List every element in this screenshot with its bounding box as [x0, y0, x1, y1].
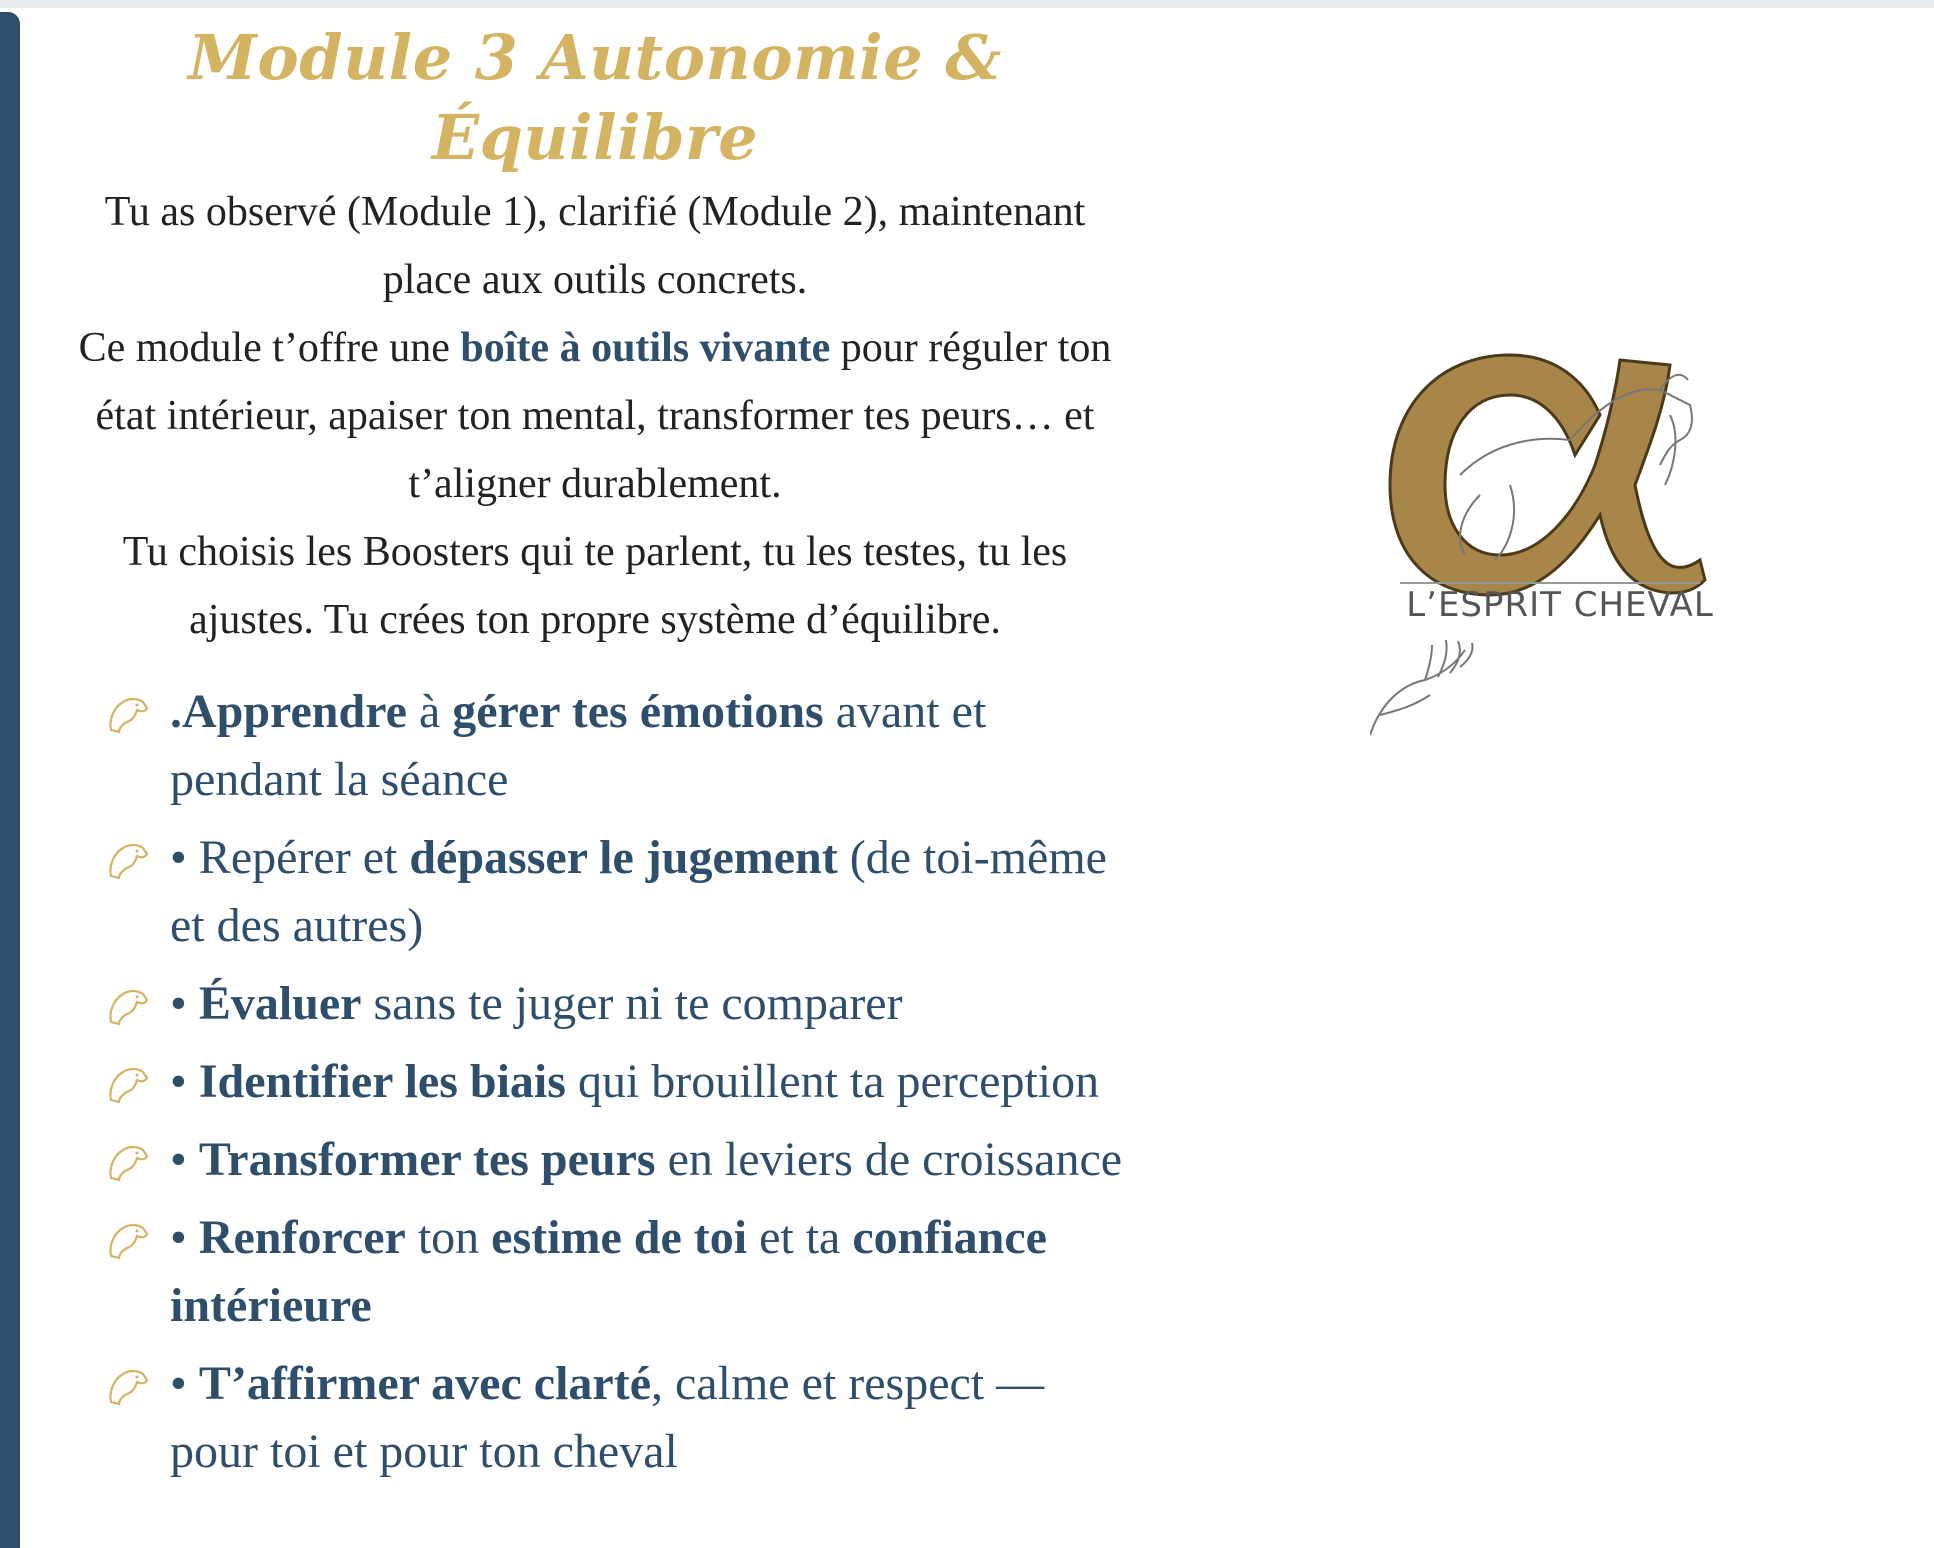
item-bold: Évaluer — [198, 977, 362, 1030]
item-text: • — [170, 977, 199, 1030]
item-bold: Transformer tes peurs — [198, 1133, 656, 1186]
intro-text: pour réguler ton état intérieur, apaiser ton mental, transformer tes peurs… et t’aligner durablement. — [95, 325, 1112, 507]
horse-head-icon — [105, 1140, 151, 1184]
item-text: • — [170, 1211, 199, 1264]
horse-head-icon — [105, 838, 151, 882]
hand-sketch-icon — [1370, 640, 1473, 735]
alpha-glyph — [1390, 355, 1705, 595]
intro-highlight: boîte à outils vivante — [460, 325, 831, 371]
item-bold: Identifier les biais — [198, 1055, 566, 1108]
item-text: (de toi-même et des autres) — [170, 831, 1107, 952]
item-bold: T’affirmer avec clarté — [198, 1357, 651, 1410]
horse-head-icon — [105, 1062, 151, 1106]
item-text: avant et pendant la séance — [170, 685, 987, 806]
list-item — [60, 970, 1130, 1038]
item-bold: Renforcer — [198, 1211, 406, 1264]
intro-paragraph-1: Tu as observé (Module 1), clarifié (Module 2), maintenant place aux outils concrets. — [104, 189, 1086, 303]
left-accent-bar — [0, 12, 20, 1548]
intro-text: Ce module t’offre une — [78, 325, 461, 371]
item-bold: .Apprendre — [170, 685, 407, 738]
module-content — [60, 10, 1130, 1496]
list-item — [60, 1350, 1130, 1486]
item-text: ton — [405, 1211, 492, 1264]
logo-caption: L’ESPRIT CHEVAL — [1406, 585, 1714, 625]
list-item — [60, 1204, 1130, 1340]
list-item — [60, 1048, 1130, 1116]
list-item — [60, 678, 1130, 814]
item-bold: dépasser le jugement — [409, 831, 838, 884]
item-bold: gérer tes émotions — [452, 685, 824, 738]
module-title: Module 3 Autonomie & Équilibre — [188, 21, 1002, 174]
intro-paragraph-3: Tu choisis les Boosters qui te parlent, tu les testes, tu les ajustes. Tu crées ton propre système d’équilibre. — [122, 529, 1068, 643]
item-text: • — [170, 1055, 199, 1108]
item-text: qui brouillent ta perception — [565, 1055, 1100, 1108]
item-text: et ta — [747, 1211, 853, 1264]
item-text: • — [170, 1357, 199, 1410]
item-text: • — [170, 1133, 199, 1186]
item-text: sans te juger ni te comparer — [361, 977, 903, 1030]
horse-head-icon — [105, 1364, 151, 1408]
item-text: , calme et respect — pour toi et pour ton cheval — [170, 1357, 1045, 1478]
alpha-horse-logo — [1370, 345, 1730, 745]
item-bold: confiance intérieure — [170, 1211, 1047, 1332]
benefits-list — [60, 678, 1130, 1486]
item-bold: estime de toi — [491, 1211, 748, 1264]
top-strip — [0, 0, 1934, 8]
item-text: en leviers de croissance — [655, 1133, 1123, 1186]
intro-paragraph-2 — [60, 314, 1130, 518]
list-item — [60, 1126, 1130, 1194]
horse-head-icon — [105, 1218, 151, 1262]
item-text: • Repérer et — [170, 831, 410, 884]
list-item — [60, 824, 1130, 960]
horse-head-icon — [105, 984, 151, 1028]
horse-head-icon — [105, 692, 151, 736]
item-text: à — [406, 685, 453, 738]
